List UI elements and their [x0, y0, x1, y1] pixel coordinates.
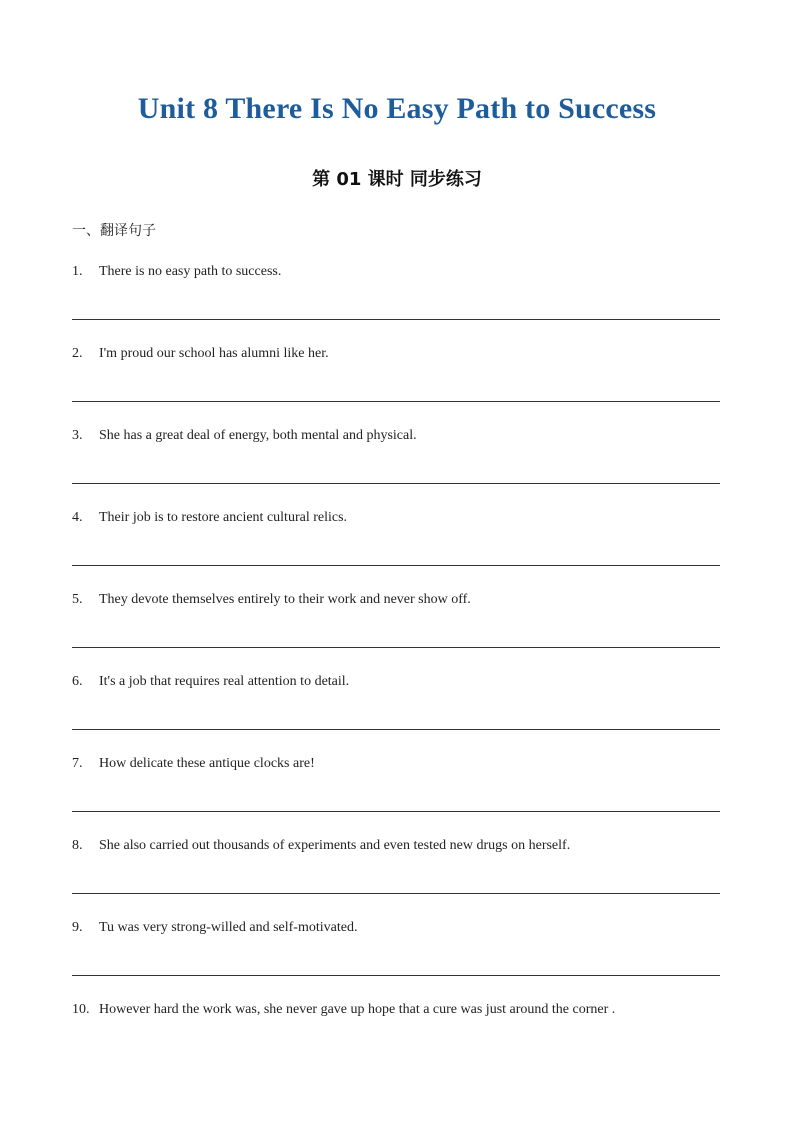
item-number: 4.: [72, 510, 83, 525]
item-sentence: Tu was very strong-willed and self-motivated.: [99, 920, 358, 935]
item-number: 5.: [72, 592, 83, 607]
item-sentence: She also carried out thousands of experiments and even tested new drugs on herself.: [99, 838, 571, 853]
answer-line: [72, 811, 720, 812]
answer-line: [72, 319, 720, 320]
translation-exercise-list: [72, 262, 720, 1082]
document-title: Unit 8 There Is No Easy Path to Success: [137, 92, 657, 125]
item-number: 6.: [72, 674, 83, 689]
item-sentence: They devote themselves entirely to their work and never show off.: [99, 592, 471, 607]
item-sentence: However hard the work was, she never gave up hope that a cure was just around the corner .: [99, 1002, 616, 1017]
exercise-item: [72, 344, 720, 426]
exercise-item: [72, 918, 720, 1000]
item-sentence: I'm proud our school has alumni like her.: [99, 346, 329, 361]
section-heading: 一、翻译句子: [72, 223, 156, 239]
item-sentence: It's a job that requires real attention to detail.: [99, 674, 350, 689]
answer-line: [72, 729, 720, 730]
answer-line: [72, 565, 720, 566]
answer-line: [72, 401, 720, 402]
item-sentence: How delicate these antique clocks are!: [99, 756, 315, 771]
item-number: 9.: [72, 920, 83, 935]
exercise-item: [72, 508, 720, 590]
item-sentence: There is no easy path to success.: [99, 264, 282, 279]
item-number: 8.: [72, 838, 83, 853]
answer-line: [72, 483, 720, 484]
exercise-item: [72, 262, 720, 344]
exercise-item: [72, 836, 720, 918]
exercise-item: [72, 1000, 720, 1082]
answer-line: [72, 647, 720, 648]
item-number: 7.: [72, 756, 83, 771]
answer-line: [72, 893, 720, 894]
answer-line: [72, 975, 720, 976]
item-number: 10.: [72, 1002, 90, 1017]
exercise-item: [72, 590, 720, 672]
item-sentence: She has a great deal of energy, both mental and physical.: [99, 428, 417, 443]
item-number: 1.: [72, 264, 83, 279]
exercise-item: [72, 426, 720, 508]
item-number: 2.: [72, 346, 83, 361]
item-sentence: Their job is to restore ancient cultural relics.: [99, 510, 348, 525]
exercise-item: [72, 754, 720, 836]
exercise-item: [72, 672, 720, 754]
item-number: 3.: [72, 428, 83, 443]
lesson-subtitle: 第 01 课时 同步练习: [312, 169, 482, 190]
